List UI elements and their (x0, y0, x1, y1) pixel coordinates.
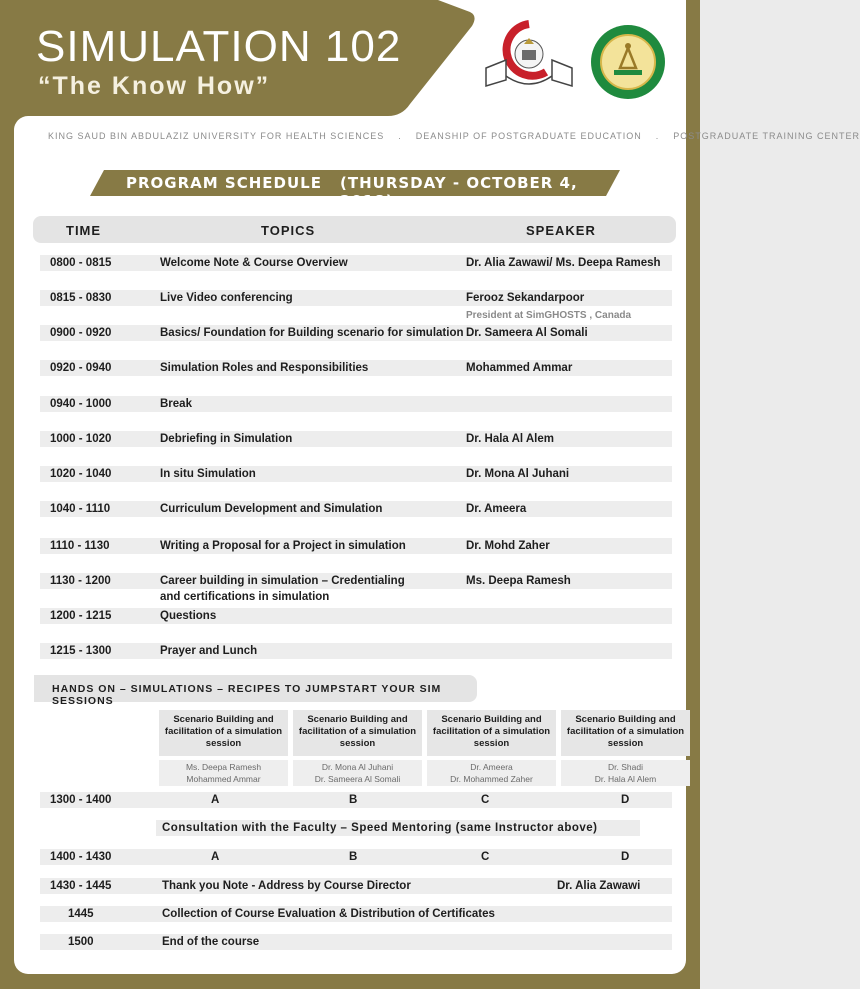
table-row (40, 255, 672, 271)
faculty-name: Ms. Deepa Ramesh (185, 762, 262, 772)
hands-on-header (34, 675, 477, 707)
column-header (33, 216, 676, 243)
session-line: Scenario Building and (441, 714, 542, 725)
row-topic: Curriculum Development and Simulation (160, 503, 383, 515)
row-topic: Writing a Proposal for a Project in simulation (160, 540, 406, 552)
faculty-name: Mohammed Ammar (186, 774, 261, 784)
session-faculty (293, 760, 422, 786)
session-line: facilitation of a simulation (164, 726, 283, 737)
table-row (40, 360, 672, 376)
session-line: session (205, 738, 242, 749)
page-subtitle: “The Know How” (38, 72, 271, 100)
table-row (40, 538, 672, 554)
session-box (427, 710, 556, 756)
row-speaker: Dr. Alia Zawawi/ Ms. Deepa Ramesh (466, 257, 661, 269)
row-topic: Collection of Course Evaluation & Distribution of Certificates (162, 908, 495, 920)
row-time: 1040 - 1110 (50, 503, 111, 515)
slot-group: D (621, 794, 630, 806)
session-line: facilitation of a simulation (432, 726, 551, 737)
row-topic: Thank you Note - Address by Course Director (162, 880, 411, 892)
faculty-name: Dr. Hala Al Alem (594, 774, 657, 784)
university-emblem-icon (590, 24, 666, 100)
row-time: 0900 - 0920 (50, 327, 112, 339)
separator: . (655, 131, 660, 141)
row-time: 0815 - 0830 (50, 292, 112, 304)
table-row (40, 906, 672, 922)
session-line: Scenario Building and (575, 714, 676, 725)
row-topic: Debriefing in Simulation (160, 433, 293, 445)
table-row (40, 325, 672, 341)
center-name: POSTGRADUATE TRAINING CENTER (673, 131, 860, 141)
topics-column-header: TOPICS (261, 223, 316, 238)
row-speaker: Ferooz Sekandarpoor (466, 292, 585, 304)
row-time: 1200 - 1215 (50, 610, 112, 622)
session-line: session (339, 738, 376, 749)
slot-time: 1400 - 1430 (50, 851, 112, 863)
session-line: session (607, 738, 644, 749)
slot-time: 1300 - 1400 (50, 794, 112, 806)
speaker-column-header: SPEAKER (526, 223, 596, 238)
session-line: Scenario Building and (173, 714, 274, 725)
banner-label: PROGRAM SCHEDULE (126, 174, 322, 192)
faculty-name: Dr. Mohammed Zaher (450, 774, 533, 784)
university-name: KING SAUD BIN ABDULAZIZ UNIVERSITY FOR HEALTH SCIENCES (48, 131, 385, 141)
session-faculty (159, 760, 288, 786)
row-time: 1130 - 1200 (50, 575, 111, 587)
slot-group: C (481, 851, 490, 863)
session-slot-row (40, 792, 672, 808)
slot-group: B (349, 794, 358, 806)
faculty-name: Dr. Mona Al Juhani (321, 762, 394, 772)
faculty-name: Dr. Sameera Al Somali (314, 774, 401, 784)
row-time: 1020 - 1040 (50, 468, 112, 480)
row-speaker: Dr. Hala Al Alem (466, 433, 554, 445)
banner-date: (THURSDAY - OCTOBER 4, 2018) (340, 174, 578, 210)
faculty-name: Dr. Shadi (608, 762, 643, 772)
consultation-label: Consultation with the Faculty – Speed Mentoring (same Instructor above) (162, 822, 598, 834)
row-topic-continued: and certifications in simulation (160, 591, 330, 603)
row-topic: End of the course (162, 936, 260, 948)
consultation-row (156, 820, 640, 836)
row-time: 1215 - 1300 (50, 645, 112, 657)
slot-group: A (211, 794, 220, 806)
session-faculty (561, 760, 690, 786)
table-row (40, 431, 672, 447)
row-time: 0940 - 1000 (50, 398, 112, 410)
row-topic: Basics/ Foundation for Building scenario for simulation (160, 327, 464, 339)
slot-group: A (211, 851, 220, 863)
session-box (159, 710, 288, 756)
session-slot-row (40, 849, 672, 865)
table-row (40, 501, 672, 517)
row-time: 1445 (68, 908, 94, 920)
row-topic: Welcome Note & Course Overview (160, 257, 348, 269)
table-row (40, 466, 672, 482)
row-time: 0800 - 0815 (50, 257, 112, 269)
deanship-name: DEANSHIP OF POSTGRADUATE EDUCATION (415, 131, 642, 141)
session-box (293, 710, 422, 756)
row-speaker: Dr. Alia Zawawi (557, 880, 641, 892)
slot-group: C (481, 794, 490, 806)
faculty-name: Dr. Ameera (470, 762, 513, 772)
row-speaker: Dr. Ameera (466, 503, 527, 515)
row-time: 1000 - 1020 (50, 433, 112, 445)
row-topic: Prayer and Lunch (160, 645, 258, 657)
row-time: 1430 - 1445 (50, 880, 112, 892)
row-time: 1110 - 1130 (50, 540, 110, 552)
institution-line (48, 131, 860, 141)
row-time: 1500 (68, 936, 94, 948)
page-title: SIMULATION 102 (36, 22, 402, 71)
row-speaker: Dr. Mohd Zaher (466, 540, 550, 552)
table-row (40, 934, 672, 950)
row-topic: Questions (160, 610, 217, 622)
separator: . (398, 131, 402, 141)
row-time: 0920 - 0940 (50, 362, 112, 374)
hands-on-label: HANDS ON – SIMULATIONS – RECIPES TO JUMPSTART YOUR SIM SESSIONS (52, 683, 442, 707)
program-schedule-banner (90, 170, 620, 210)
slot-group: D (621, 851, 630, 863)
table-row (40, 643, 672, 659)
session-faculty (427, 760, 556, 786)
row-topic: In situ Simulation (160, 468, 256, 480)
table-row (40, 878, 672, 894)
time-column-header: TIME (66, 223, 102, 238)
row-topic: Live Video conferencing (160, 292, 293, 304)
session-line: Scenario Building and (307, 714, 408, 725)
slot-group: B (349, 851, 358, 863)
table-row (40, 290, 672, 306)
session-box (561, 710, 690, 756)
crest-logo-icon (484, 20, 574, 92)
table-row (40, 396, 672, 412)
row-speaker: Mohammed Ammar (466, 362, 573, 374)
row-speaker: Ms. Deepa Ramesh (466, 575, 571, 587)
row-speaker: Dr. Mona Al Juhani (466, 468, 570, 480)
row-topic: Break (160, 398, 192, 410)
speaker-note: President at SimGHOSTS , Canada (466, 310, 632, 321)
row-topic: Career building in simulation – Credentialing (160, 575, 405, 587)
session-line: facilitation of a simulation (566, 726, 685, 737)
row-speaker: Dr. Sameera Al Somali (466, 327, 588, 339)
table-row (40, 573, 672, 589)
session-line: facilitation of a simulation (298, 726, 417, 737)
row-topic: Simulation Roles and Responsibilities (160, 362, 369, 374)
table-row (40, 608, 672, 624)
session-line: session (473, 738, 510, 749)
